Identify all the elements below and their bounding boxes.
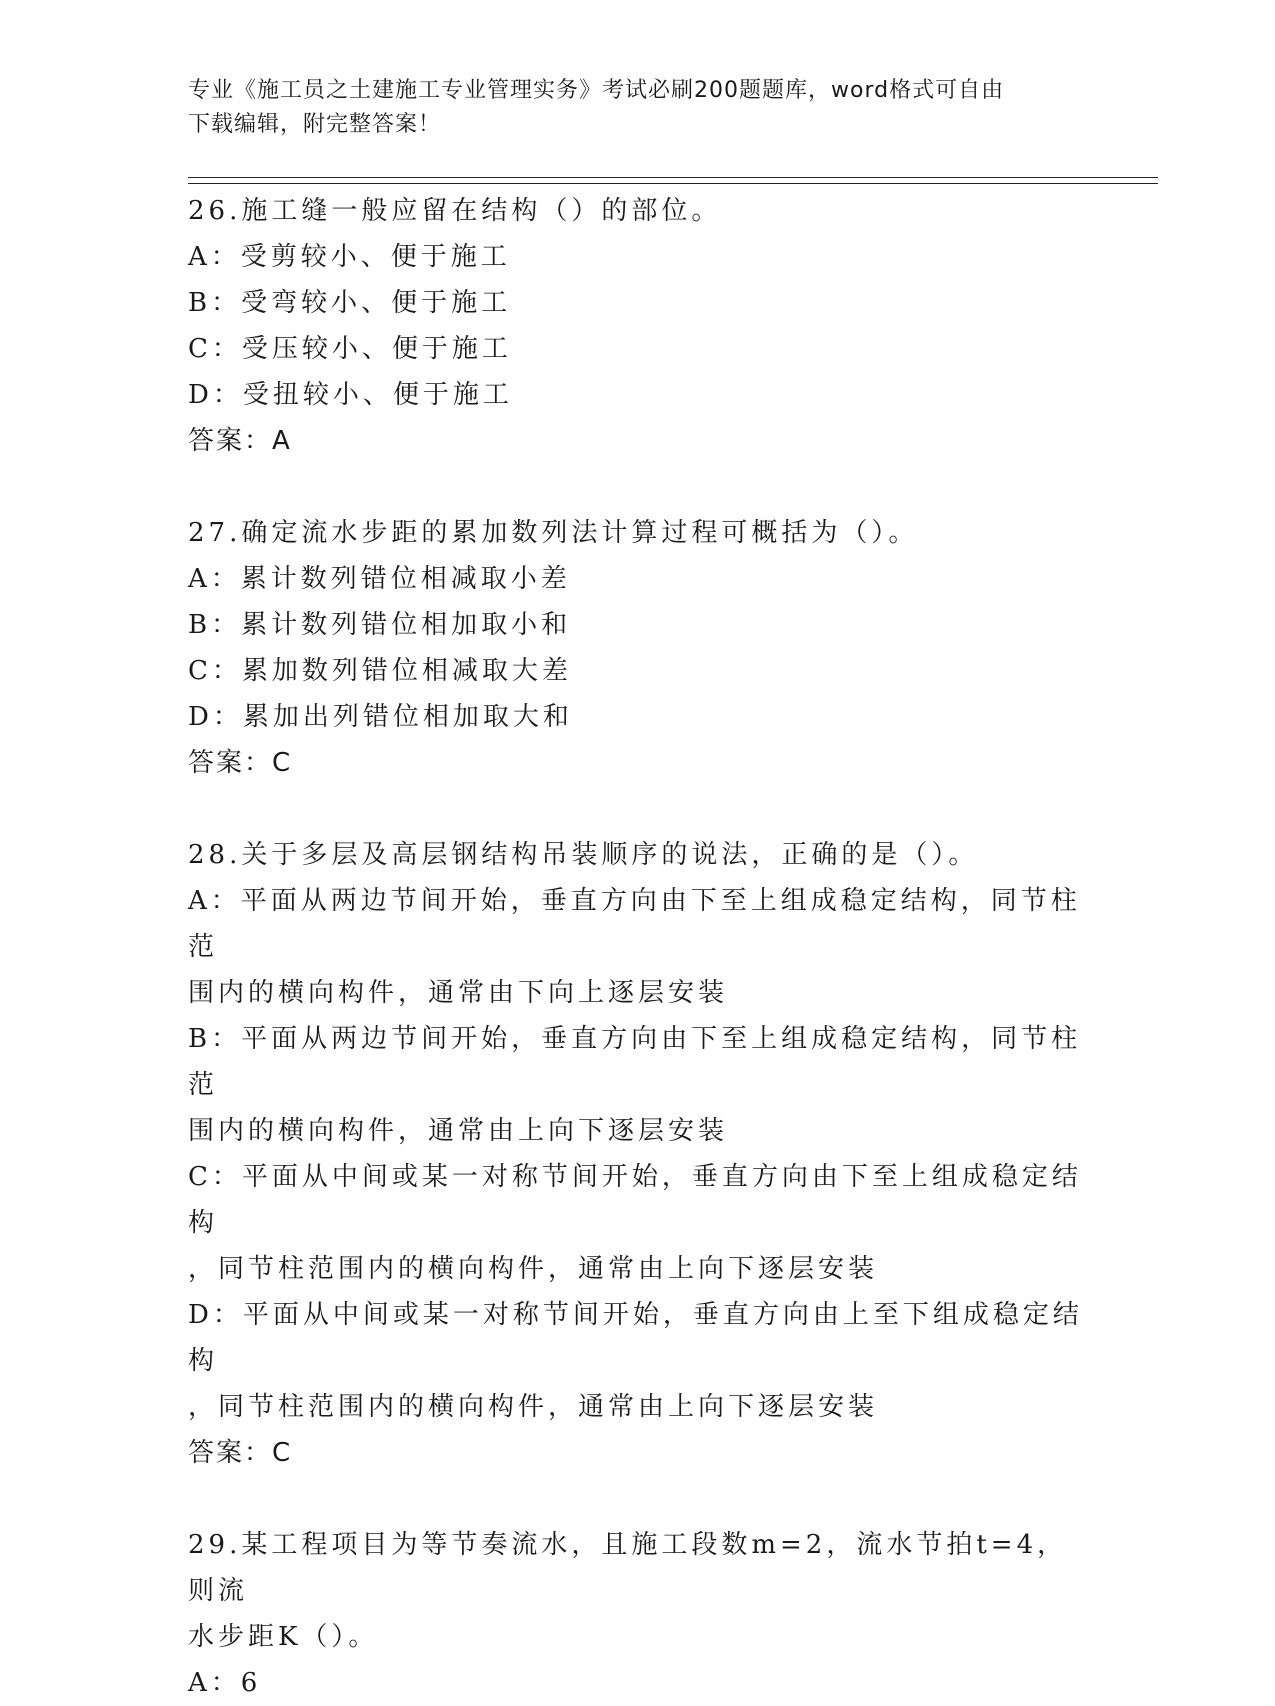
question-stem-line-1: 29.某工程项目为等节奏流水，且施工段数m=2，流水节拍t=4，则流 <box>188 1530 1068 1606</box>
option-d: D：受扭较小、便于施工 <box>188 380 513 410</box>
option-c: C：累加数列错位相减取大差 <box>188 656 572 686</box>
option-c-line-2: ，同节柱范围内的横向构件，通常由上向下逐层安装 <box>188 1254 879 1284</box>
option-b-line-2: 围内的横向构件，通常由上向下逐层安装 <box>188 1116 729 1146</box>
question-29 <box>188 1522 1088 1706</box>
question-stem: 28.关于多层及高层钢结构吊装顺序的说法，正确的是（）。 <box>188 840 979 870</box>
option-a: A：6 <box>188 1668 262 1698</box>
option-d-line-2: ，同节柱范围内的横向构件，通常由上向下逐层安装 <box>188 1392 879 1422</box>
answer-label: 答案：C <box>188 1438 293 1468</box>
header-line-2: 下载编辑，附完整答案！ <box>188 112 442 137</box>
option-c: C：受压较小、便于施工 <box>188 334 512 364</box>
option-a-line-2: 围内的横向构件，通常由下向上逐层安装 <box>188 978 729 1008</box>
option-a: A：受剪较小、便于施工 <box>188 242 511 272</box>
question-26 <box>188 188 1088 464</box>
option-d-line-1: D：平面从中间或某一对称节间开始，垂直方向由上至下组成稳定结构 <box>188 1300 1083 1376</box>
header-divider-bottom <box>188 183 1158 184</box>
question-stem: 26.施工缝一般应留在结构（）的部位。 <box>188 196 722 226</box>
header-divider-top <box>188 177 1158 178</box>
question-28 <box>188 832 1088 1476</box>
answer-label: 答案：C <box>188 748 293 778</box>
question-list <box>188 188 1088 1706</box>
option-b: B：受弯较小、便于施工 <box>188 288 512 318</box>
header-line-1: 专业《施工员之土建施工专业管理实务》考试必刷200题题库，word格式可自由 <box>188 78 1005 103</box>
option-d: D：累加出列错位相加取大和 <box>188 702 573 732</box>
question-stem: 27.确定流水步距的累加数列法计算过程可概括为（）。 <box>188 518 919 548</box>
option-a: A：累计数列错位相减取小差 <box>188 564 571 594</box>
option-a-line-1: A：平面从两边节间开始，垂直方向由下至上组成稳定结构，同节柱范 <box>188 886 1081 962</box>
option-c-line-1: C：平面从中间或某一对称节间开始，垂直方向由下至上组成稳定结构 <box>188 1162 1082 1238</box>
answer-label: 答案：A <box>188 426 292 456</box>
question-stem-line-2: 水步距K（）。 <box>188 1622 379 1652</box>
question-27 <box>188 510 1088 786</box>
option-b: B：累计数列错位相加取小和 <box>188 610 572 640</box>
document-header <box>188 74 1078 142</box>
option-b-line-1: B：平面从两边节间开始，垂直方向由下至上组成稳定结构，同节柱范 <box>188 1024 1082 1100</box>
